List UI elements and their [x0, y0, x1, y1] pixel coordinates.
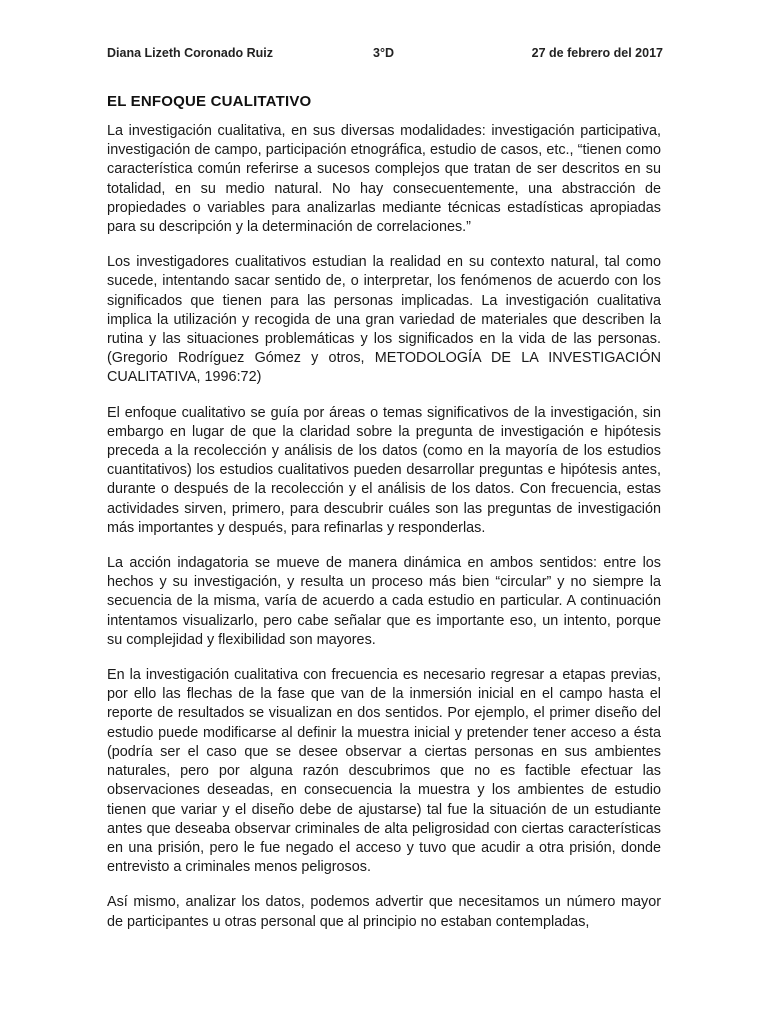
paragraph: La acción indagatoria se mueve de manera dinámica en ambos sentidos: entre los hechos y su investigación, y resulta un proceso más bien “circular” y no siempre la secuencia de la misma, varía de acuerdo a cada estudio en particular. A continuación intentamos visualizarlo, pero cabe señalar que es importante eso, un intento, porque su complejidad y flexibilidad son mayores. — [107, 555, 661, 648]
paragraph: En la investigación cualitativa con frecuencia es necesario regresar a etapas previas, por ello las flechas de la fase que van de la inmersión inicial en el campo hasta el reporte de resultados se visualizan en dos sentidos. Por ejemplo, el primer diseño del estudio puede modificarse al definir la muestra inicial y pretender tener acceso a ésta (podría ser el caso que se desee observar a ciertas personas en sus ambientes naturales, pero por alguna razón descubrimos que no es factible efectuar las observaciones deseadas, en consecuencia la muestra y los ambientes de estudio tienen que variar y el diseño debe de ajustarse) tal fue la situación de un estudiante antes que deseaba observar criminales de alta peligrosidad con ciertas características en una prisión, pero le fue negado el acceso y tuvo que acudir a otra prisión, donde entrevisto a criminales menos peligrosos. — [107, 667, 661, 876]
paragraph: El enfoque cualitativo se guía por áreas o temas significativos de la investigación, sin embargo en lugar de que la claridad sobre la pregunta de investigación e hipótesis preceda a la recolección y análisis de los datos (como en la mayoría de los estudios cuantitativos) los estudios cualitativos pueden desarrollar preguntas e hipótesis antes, durante o después de la recolección y el análisis de los datos. Con frecuencia, estas actividades sirven, primero, para descubrir cuáles son las preguntas de investigación más importantes y después, para refinarlas y responderlas. — [107, 404, 661, 536]
paragraph: Los investigadores cualitativos estudian la realidad en su contexto natural, tal como sucede, intentando sacar sentido de, o interpretar, los fenómenos de acuerdo con los significados que tienen para las personas implicadas. La investigación cualitativa implica la utilización y recogida de una gran variedad de materiales que describen la rutina y las situaciones problemáticas y los significados en la vida de las personas. (Gregorio Rodríguez Gómez y otros, METODOLOGÍA DE LA INVESTIGACIÓN CUALITATIVA, 1996:72) — [107, 254, 661, 386]
header-grade: 3°D — [373, 46, 394, 60]
paragraph: Así mismo, analizar los datos, podemos advertir que necesitamos un número mayor de participantes u otras personal que al principio no estaban contempladas, — [107, 894, 661, 930]
header-author: Diana Lizeth Coronado Ruiz — [107, 46, 273, 60]
document-body — [107, 122, 661, 948]
paragraph: La investigación cualitativa, en sus diversas modalidades: investigación participativa, investigación de campo, participación etnográfica, estudio de casos, etc., “tienen como característica común referirse a sucesos complejos que tratan de ser descritos en su totalidad, en su medio natural. No hay consecuentemente, una abstracción de propiedades o variables para analizarlas mediante técnicas estadísticas apropiadas para su descripción y la determinación de correlaciones.” — [107, 123, 661, 236]
header-date: 27 de febrero del 2017 — [531, 46, 663, 60]
page-header — [107, 46, 663, 64]
document-title: EL ENFOQUE CUALITATIVO — [107, 93, 312, 110]
